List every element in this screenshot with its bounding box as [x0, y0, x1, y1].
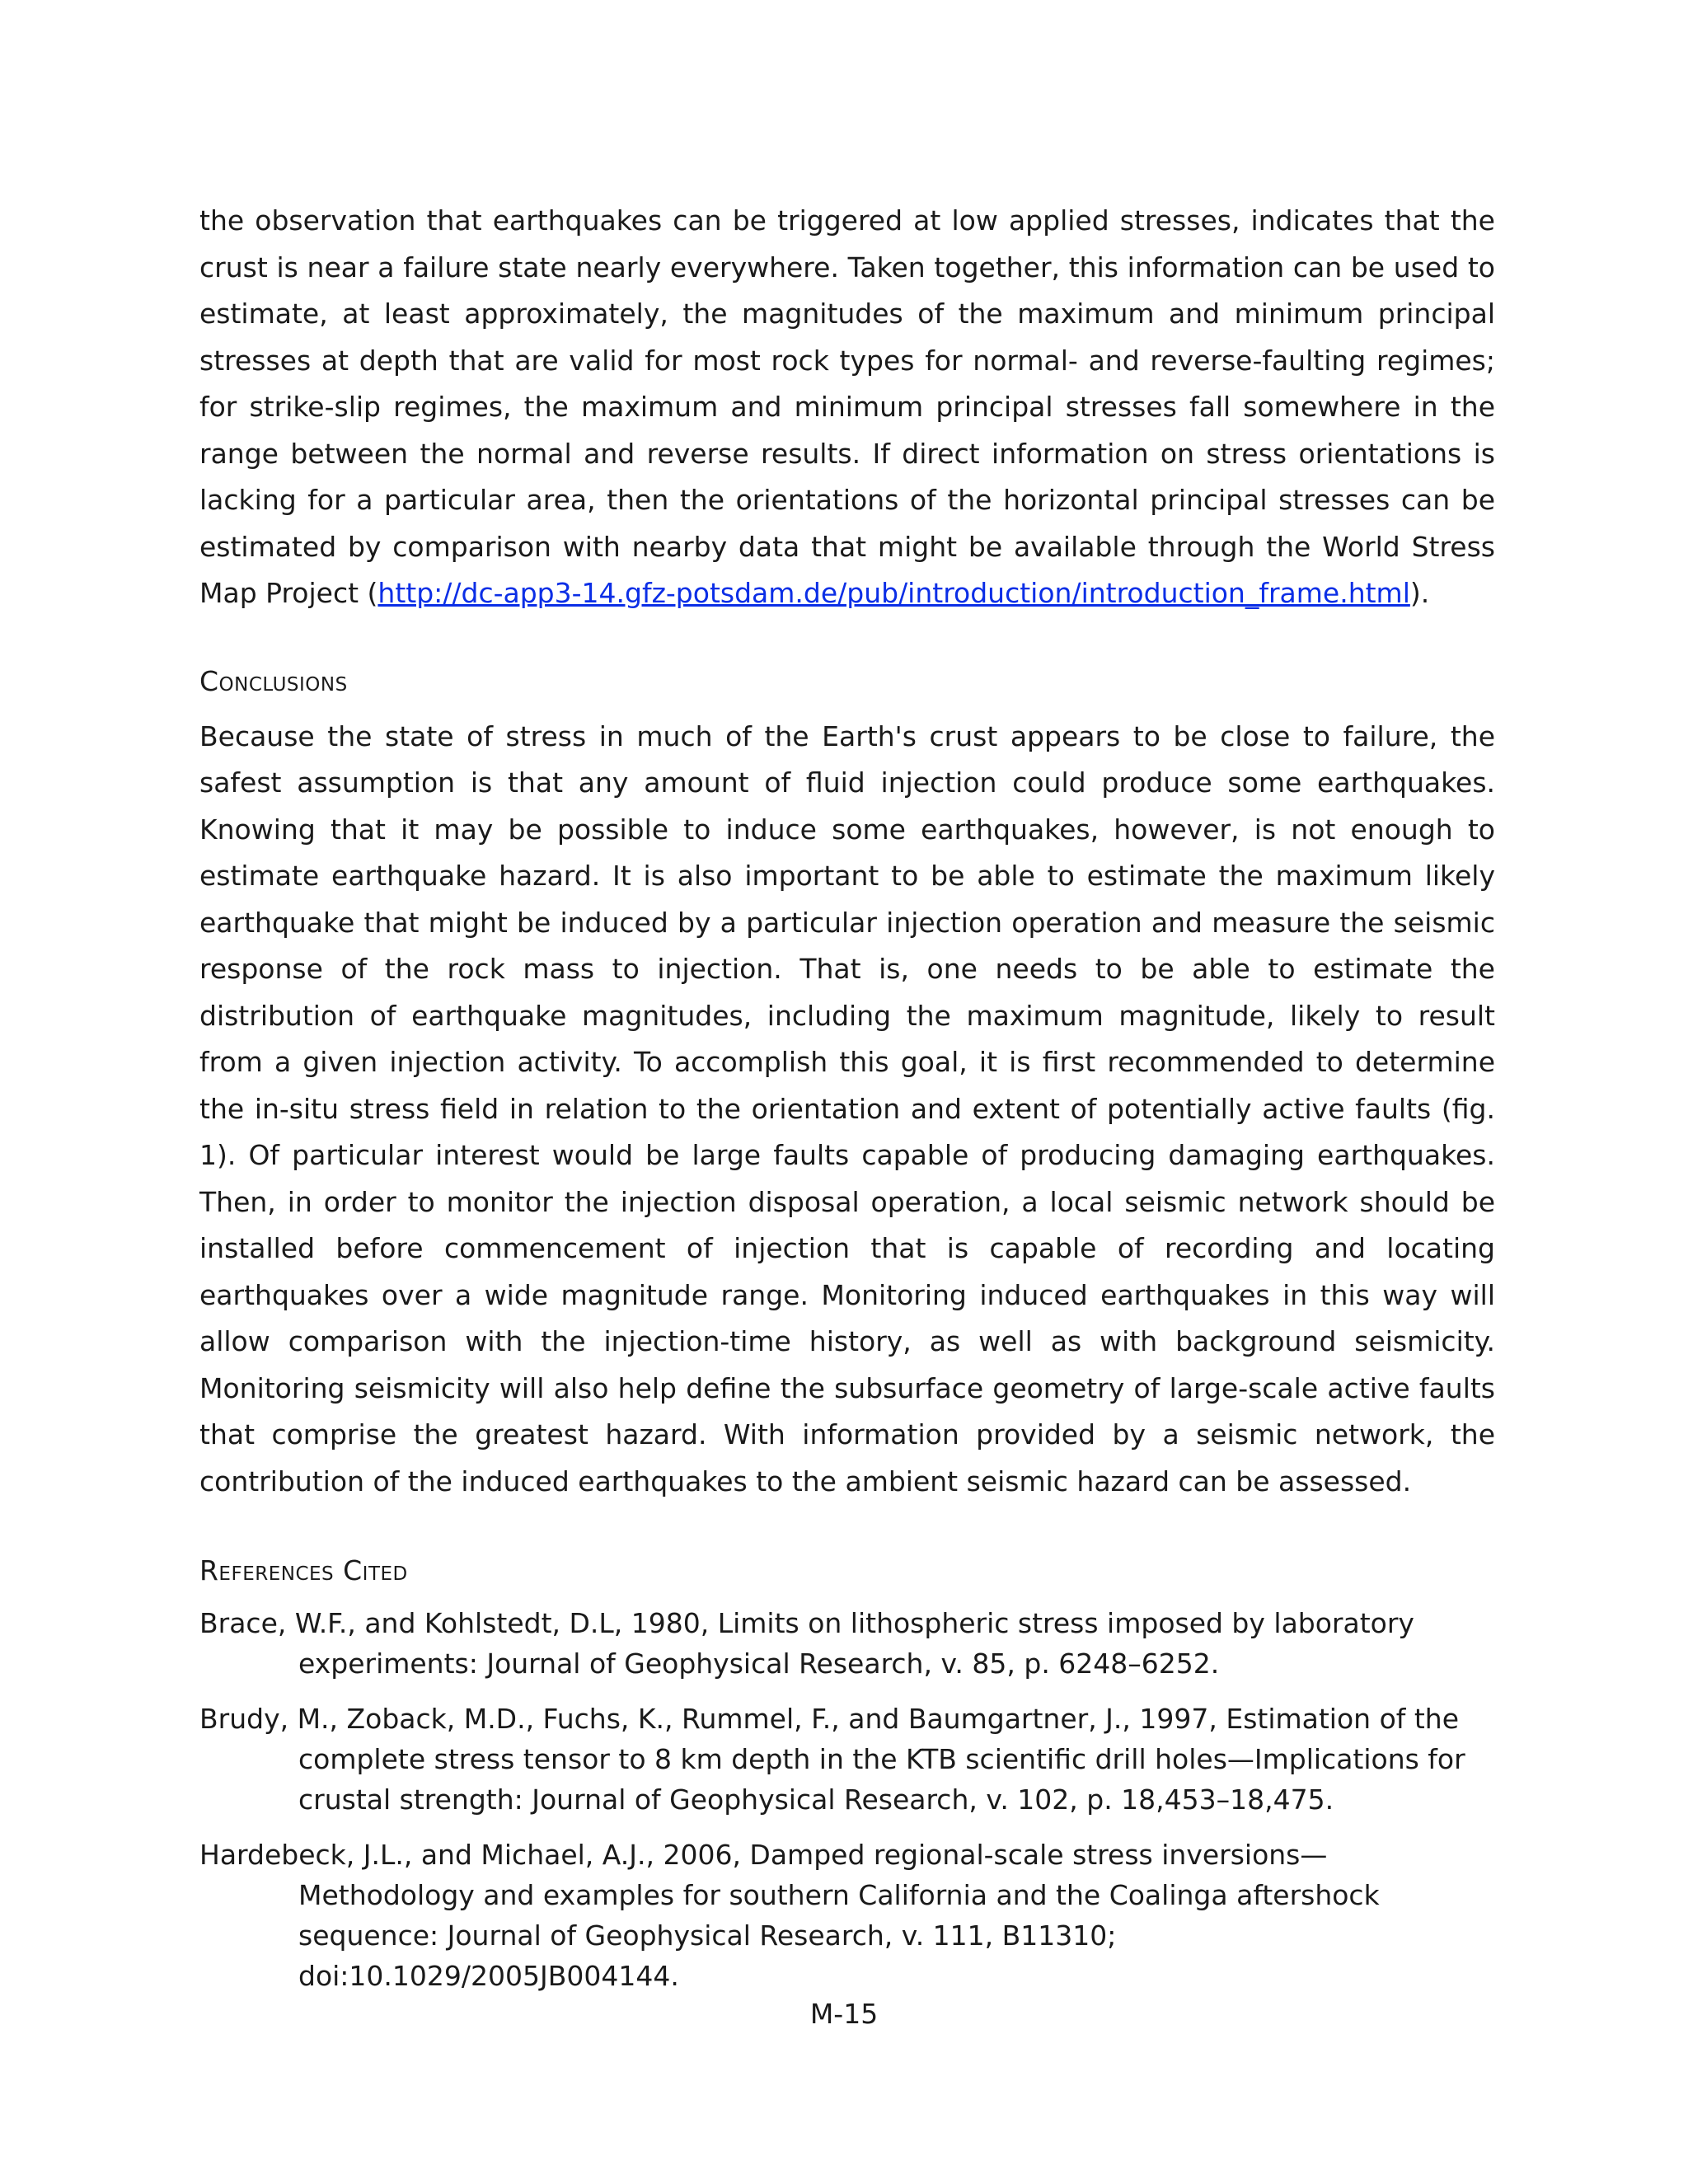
references-list — [199, 1603, 1495, 1996]
references-heading: References Cited — [199, 1554, 408, 1586]
reference-item: Hardebeck, J.L., and Michael, A.J., 2006, Damped regional-scale stress inversions—Methodology and examples for southern California and the Coalinga aftershock sequence: Journal of Geophysical Research, v. 111, B11310; doi:10.1029/2005JB004144. — [199, 1839, 1380, 1992]
conclusions-paragraph: Because the state of stress in much of the Earth's crust appears to be close to failure, the safest assumption is that any amount of fluid injection could produce some earthquakes. Knowing that it may be possible to induce some earthquakes, however, is not enough to estimate earthquake hazard. It is also important to be able to estimate the maximum likely earthquake that might be induced by a particular injection operation and measure the seismic response of the rock mass to injection. That is, one needs to be able to estimate the distribution of earthquake magnitudes, including the maximum magnitude, likely to result from a given injection activity. To accomplish this goal, it is first recommended to determine the in-situ stress field in relation to the orientation and extent of potentially active faults (fig. 1). Of particular interest would be large faults capable of producing damaging earthquakes. Then, in order to monitor the injection disposal operation, a local seismic network should be installed before commencement of injection that is capable of recording and locating earthquakes over a wide magnitude range. Monitoring induced earthquakes in this way will allow comparison with the injection-time history, as well as with background seismicity. Monitoring seismicity will also help define the subsurface geometry of large-scale active faults that comprise the greatest hazard. With information provided by a seismic network, the contribution of the induced earthquakes to the ambient seismic hazard can be assessed. — [199, 719, 1495, 1497]
page-number: M-15 — [809, 1998, 879, 2030]
page-content — [199, 198, 1495, 2011]
close-paren: ). — [1409, 577, 1430, 609]
reference-item: Brudy, M., Zoback, M.D., Fuchs, K., Rummel, F., and Baumgartner, J., 1997, Estimation of the complete stress tensor to 8 km depth in the KTB scientific drill holes—Implications for crustal strength: Journal of Geophysical Research, v. 102, p. 18,453–18,475. — [199, 1703, 1465, 1816]
world-stress-map-link[interactable]: http://dc-app3-14.gfz-potsdam.de/pub/introduction/introduction_frame.html — [377, 577, 1410, 609]
conclusions-heading: Conclusions — [199, 664, 348, 697]
intro-text: the observation that earthquakes can be triggered at low applied stresses, indicates that the crust is near a failure state nearly everywhere. Taken together, this information can be used to estimate, at least approximately, the magnitudes of the maximum and minimum principal stresses at depth that are valid for most rock types for normal- and reverse-faulting regimes; for strike-slip regimes, the maximum and minimum principal stresses fall somewhere in the range between the normal and reverse results. If direct information on stress orientations is lacking for a particular area, then the orientations of the horizontal principal stresses can be estimated by comparison with nearby data that might be available through the World Stress Map Project — [199, 204, 1495, 609]
reference-item: Brace, W.F., and Kohlstedt, D.L, 1980, Limits on lithospheric stress imposed by laboratory experiments: Journal of Geophysical Research, v. 85, p. 6248–6252. — [199, 1607, 1414, 1680]
intro-paragraph — [199, 198, 1495, 617]
open-paren: ( — [367, 577, 378, 609]
